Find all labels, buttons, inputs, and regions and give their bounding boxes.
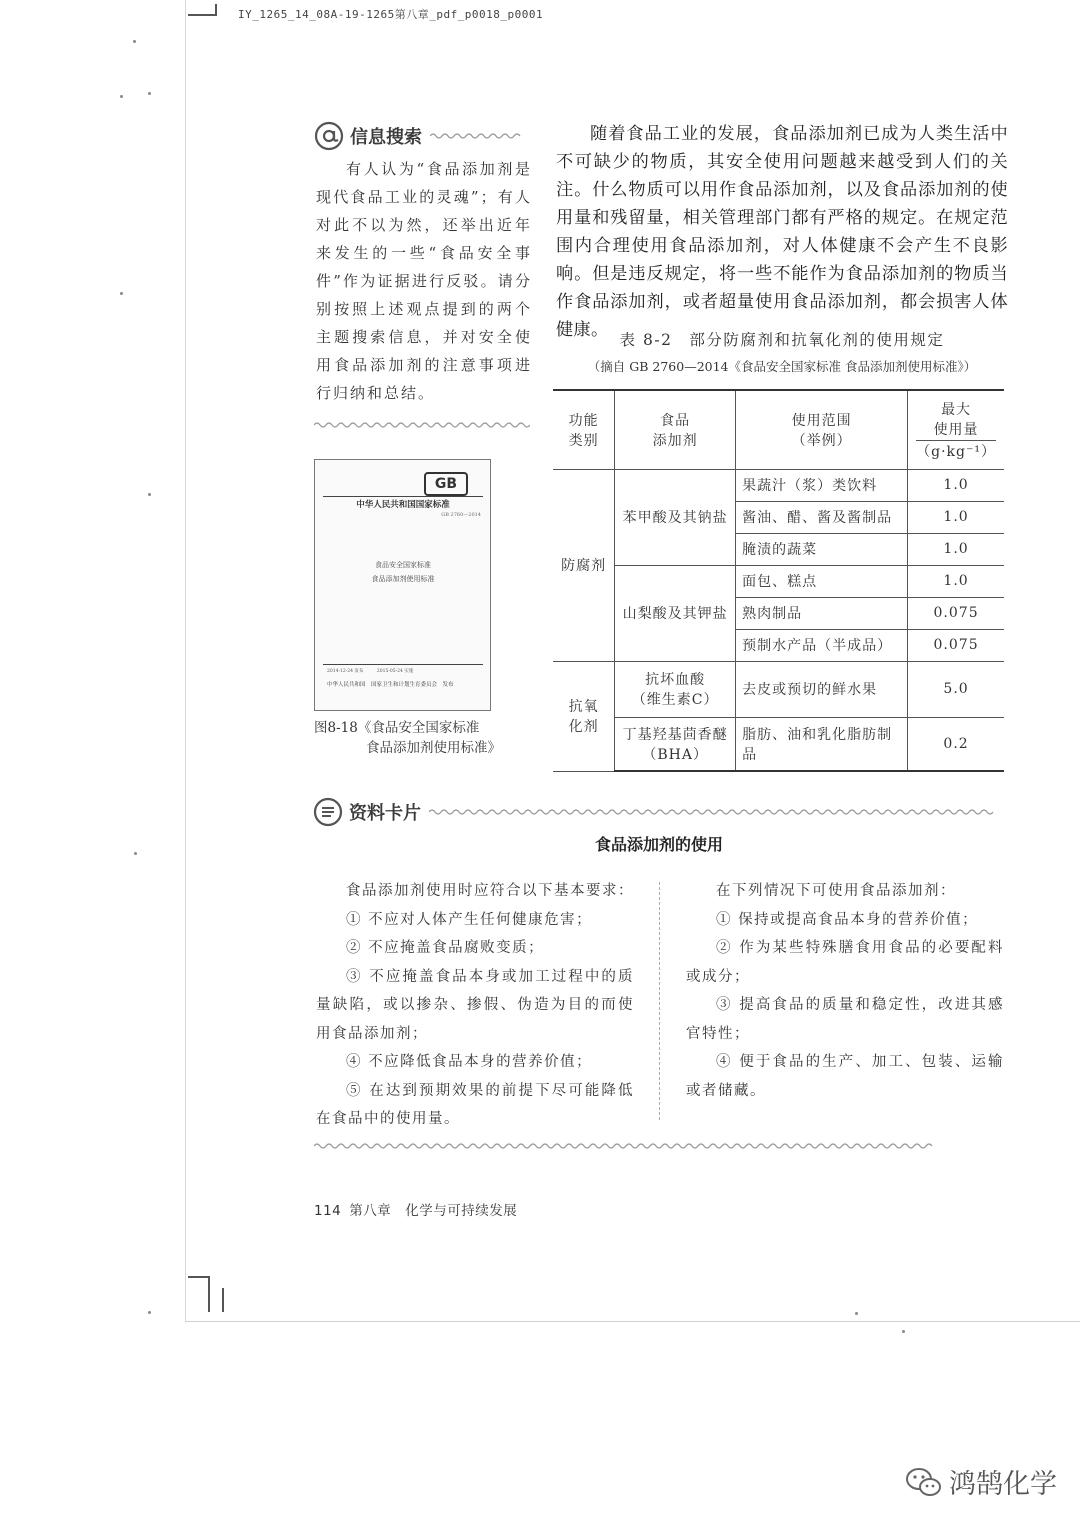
scan-dot <box>148 92 151 95</box>
main-paragraph: 随着食品工业的发展，食品添加剂已成为人类生活中不可缺少的物质，其安全使用问题越来越受到人们的关注。什么物质可以用作食品添加剂，以及食品添加剂的使用量和残留量，相关管理部门都有严格的规定。在规定范围内合理使用食品添加剂，对人体健康不会产生不良影响。但是违反规定，将一些不能作为食品添加剂的物质当作食品添加剂，或者超量使用食品添加剂，都会损害人体健康。 <box>556 124 1008 340</box>
info-card-header <box>313 796 1004 828</box>
cover-dates: 2014-12-24 发布 2015-05-24 实施 <box>327 669 414 674</box>
max-cell: 0.2 <box>908 717 1004 771</box>
scope-cell: 果蔬汁（浆）类饮料 <box>736 469 908 501</box>
wave-divider <box>314 420 530 430</box>
header-scope: 使用范围 （举例） <box>736 390 908 469</box>
card-paragraph: 在下列情况下可使用食品添加剂： <box>716 883 956 899</box>
scan-dot <box>148 493 151 496</box>
crop-mark <box>188 14 216 16</box>
max-cell: 1.0 <box>908 565 1004 597</box>
watermark-text: 鸿鹄化学 <box>949 1469 1057 1500</box>
additive-benzoic: 苯甲酸及其钠盐 <box>615 469 736 565</box>
scan-dot <box>134 852 137 855</box>
card-paragraph: ③ 不应掩盖食品本身或加工过程中的质量缺陷，或以掺杂、掺假、伪造为目的而使用食品添加剂； <box>316 968 634 1042</box>
document-card-icon <box>313 797 343 827</box>
card-paragraph: 食品添加剂使用时应符合以下基本要求： <box>346 883 634 899</box>
cover-code: GB 2760—2014 <box>441 512 481 518</box>
additive-vitamin-c: 抗坏血酸 （维生素C） <box>615 661 736 717</box>
table-row <box>553 717 1004 771</box>
chapter-title: 第八章 化学与可持续发展 <box>349 1203 518 1219</box>
info-search-title: 信息搜索 <box>350 127 422 148</box>
page-edge <box>185 0 186 1322</box>
info-card-title: 食品添加剂的使用 <box>594 835 723 854</box>
card-paragraph: ⑤ 在达到预期效果的前提下尽可能降低在食品中的使用量。 <box>316 1082 634 1127</box>
wave-divider <box>429 807 1004 817</box>
card-paragraph: ③ 提高食品的质量和稳定性，改进其感官特性； <box>686 997 1004 1042</box>
scope-cell: 脂肪、油和乳化脂肪制品 <box>736 717 908 771</box>
card-right-column <box>686 877 1004 1105</box>
cover-title: 食品安全国家标准 食品添加剂使用标准 <box>371 561 435 583</box>
table-row <box>553 469 1004 501</box>
category-antioxidant: 抗氧 化剂 <box>553 661 615 771</box>
scope-cell: 面包、糕点 <box>736 565 908 597</box>
page-footer <box>314 1199 517 1219</box>
table-header-row <box>553 390 1004 469</box>
additive-bha: 丁基羟基茴香醚 （BHA） <box>615 717 736 771</box>
cover-rule <box>323 664 483 665</box>
wechat-icon <box>905 1466 943 1498</box>
scan-dot <box>148 1311 151 1314</box>
max-cell: 1.0 <box>908 533 1004 565</box>
wave-divider <box>314 1141 1004 1151</box>
page-bottom-edge <box>185 1321 1080 1322</box>
crop-mark <box>222 1288 224 1312</box>
crop-mark <box>215 4 217 16</box>
scan-dot <box>902 1330 905 1333</box>
cover-rule <box>323 496 483 497</box>
scope-cell: 腌渍的蔬菜 <box>736 533 908 565</box>
wechat-watermark <box>905 1462 1057 1501</box>
additive-sorbic: 山梨酸及其钾盐 <box>615 565 736 661</box>
scope-cell: 去皮或预切的鲜水果 <box>736 661 908 717</box>
card-paragraph: ④ 便于食品的生产、加工、包装、运输或者储藏。 <box>686 1054 1004 1099</box>
card-paragraph: ④ 不应降低食品本身的营养价值； <box>346 1054 593 1070</box>
file-label: IY_1265_14_08A-19-1265第八章_pdf_p0018_p0001 <box>238 8 544 21</box>
max-cell: 5.0 <box>908 661 1004 717</box>
table-caption: 表 8-2 部分防腐剂和抗氧化剂的使用规定 <box>619 331 945 349</box>
card-paragraph: ① 保持或提高食品本身的营养价值； <box>716 911 979 928</box>
wave-divider <box>430 131 522 141</box>
figure-caption: 图8-18《食品安全国家标准 食品添加剂使用标准》 <box>314 720 501 756</box>
header-category: 功能 类别 <box>553 390 615 469</box>
scan-dot <box>120 292 123 295</box>
scope-cell: 熟肉制品 <box>736 597 908 629</box>
cover-country: 中华人民共和国国家标准 <box>356 500 450 510</box>
card-left-column <box>316 877 634 1134</box>
scan-dot <box>120 95 123 98</box>
table-row <box>553 565 1004 597</box>
category-preservative: 防腐剂 <box>553 469 615 661</box>
scope-cell: 预制水产品（半成品） <box>736 629 908 661</box>
header-max: 最大 使用量 （g·kg⁻¹） <box>908 390 1004 469</box>
info-search-text: 有人认为“食品添加剂是现代食品工业的灵魂”；有人对此不以为然，还举出近年来发生的一些“食品安全事件”作为证据进行反驳。请分别按照上述观点提到的两个主题搜索信息，并对安全使用食品添加剂的注意事项进行归纳和总结。 <box>316 160 532 402</box>
max-cell: 1.0 <box>908 469 1004 501</box>
crop-mark <box>208 1276 210 1312</box>
additive-table <box>553 389 1004 772</box>
card-paragraph: ① 不应对人体产生任何健康危害； <box>346 911 593 928</box>
table-source: （摘自 GB 2760—2014《食品安全国家标准 食品添加剂使用标准》） <box>587 359 977 374</box>
scan-dot <box>855 1312 858 1315</box>
page-number: 114 <box>314 1203 342 1219</box>
card-paragraph: ② 作为某些特殊膳食用食品的必要配料或成分； <box>686 940 1004 985</box>
max-cell: 1.0 <box>908 501 1004 533</box>
scan-dot <box>133 40 136 43</box>
crop-mark <box>188 1276 210 1278</box>
max-cell: 0.075 <box>908 629 1004 661</box>
header-additive: 食品 添加剂 <box>615 390 736 469</box>
scope-cell: 酱油、醋、酱及酱制品 <box>736 501 908 533</box>
standard-cover-image <box>314 459 491 711</box>
info-search-header <box>314 120 522 152</box>
card-paragraph: ② 不应掩盖食品腐败变质； <box>346 940 545 956</box>
gb-logo-icon: GB <box>424 472 468 496</box>
info-card-label: 资料卡片 <box>349 803 421 824</box>
max-cell: 0.075 <box>908 597 1004 629</box>
at-sign-icon <box>314 121 344 151</box>
cover-issuer: 中华人民共和国 国家卫生和计划生育委员会 发布 <box>327 682 454 688</box>
table-row <box>553 661 1004 717</box>
column-divider <box>659 882 660 1120</box>
